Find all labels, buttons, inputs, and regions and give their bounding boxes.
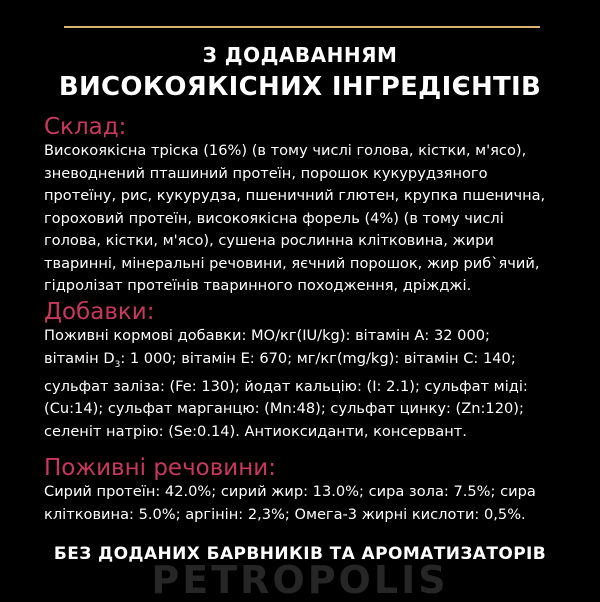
- nutrients-line: Сирий протеїн: 42.0%; сирий жир: 13.0%; сира зола: 7.5%; сира: [44, 483, 536, 500]
- additives-line: [44, 348, 564, 376]
- additives-heading: Добавки:: [44, 299, 155, 325]
- composition-heading: Склад:: [44, 114, 127, 140]
- additives-line: селеніт натрію: (Se:0.14). Антиоксиданти, консервант.: [44, 422, 467, 440]
- composition-line: зневоднений пташиний протеїн, порошок кукурудзяного: [44, 164, 488, 182]
- composition-line: гідролізат протеїнів тваринного походження, дріжджі.: [44, 277, 472, 294]
- composition-line: гороховий протеїн, високоякісна форель (4%) (в тому числі: [44, 209, 504, 227]
- nutrients-section: [44, 455, 564, 526]
- additives-section: [44, 299, 564, 443]
- header-title: ВИСОКОЯКІСНИХ ІНГРЕДІЄНТІВ: [58, 72, 542, 102]
- top-divider: [64, 26, 540, 28]
- nutrients-heading: Поживні речовини:: [44, 455, 276, 481]
- additives-line: (Cu:14); сульфат марганцю: (Mn:48); сульфат цинку: (Zn:120);: [44, 400, 524, 418]
- additives-line: Поживні кормові добавки: МО/кг(IU/kg): вітамін А: 32 000;: [44, 327, 490, 344]
- nutrients-line: клітковина: 5.0%; аргінін: 2,3%; Омега-3 жирні кислоти: 0,5%.: [44, 505, 526, 523]
- additives-line: сульфат заліза: (Fe: 130); йодат кальцію: (I: 2.1); сульфат міді:: [44, 377, 528, 395]
- composition-section: [44, 114, 564, 298]
- additives-text: [44, 325, 564, 443]
- header-subtitle: З ДОДАВАННЯМ: [202, 43, 398, 67]
- vitamin-d-subscript: 3: [114, 359, 121, 370]
- composition-line: голова, кістки, м'ясо), сушена рослинна клітковина, жири: [44, 232, 494, 249]
- watermark: PETROPOLIS: [151, 558, 449, 602]
- footer-note: БЕЗ ДОДАНИХ БАРВНИКІВ ТА АРОМАТИЗАТОРІВ: [53, 544, 547, 564]
- composition-text: [44, 140, 564, 298]
- vitamin-d-label: вітамін D: [44, 349, 115, 367]
- header: [0, 42, 600, 104]
- composition-line: тваринні, мінеральні речовини, яєчний порошок, жир риб`ячий,: [44, 254, 540, 272]
- additives-line-rest: : 1 000; вітамін Е: 670; мг/кг(mg/kg): вітамін С: 140;: [120, 349, 516, 367]
- nutrients-text: [44, 481, 564, 526]
- composition-line: протеїну, рис, кукурудза, пшеничний глютен, крупка пшенична,: [44, 187, 546, 204]
- composition-line: Високоякісна тріска (16%) (в тому числі голова, кістки, м'ясо),: [44, 142, 527, 159]
